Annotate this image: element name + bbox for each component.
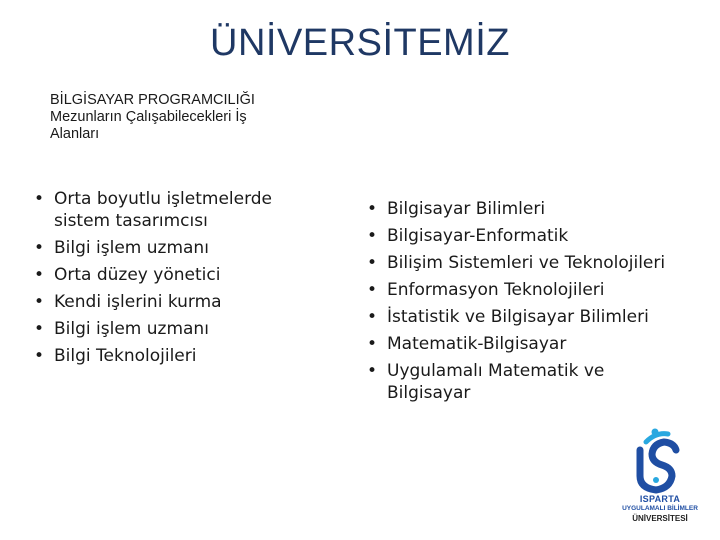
list-item: • Enformasyon Teknolojileri — [365, 279, 685, 301]
logo-name-line1: ISPARTA — [639, 494, 681, 504]
list-item: • Bilgisayar-Enformatik — [365, 225, 685, 247]
subtitle-text: Mezunların Çalışabilecekleri İş — [50, 109, 247, 125]
list-item: • Uygulamalı Matematik ve Bilgisayar — [365, 360, 685, 404]
logo-name-line2: UYGULAMALI BİLİMLER — [622, 505, 698, 512]
subtitle-text-cont: Alanları — [50, 126, 100, 142]
list-item: • Orta düzey yönetici — [32, 264, 332, 286]
list-item: • Bilgi işlem uzmanı — [32, 318, 332, 340]
list-item: • İstatistik ve Bilgisayar Bilimleri — [365, 306, 685, 328]
list-item: • Bilişim Sistemleri ve Teknolojileri — [365, 252, 685, 274]
list-item: • Bilgisayar Bilimleri — [365, 198, 685, 220]
list-item: • Matematik-Bilgisayar — [365, 333, 685, 355]
university-logo — [610, 428, 710, 536]
subtitle-department: BİLGİSAYAR PROGRAMCILIĞI — [50, 92, 255, 108]
list-item: • Orta boyutlu işletmelerde sistem tasarımcısı — [32, 188, 332, 232]
university-emblem-icon — [610, 428, 710, 494]
subtitle-block — [50, 92, 340, 143]
list-item: • Bilgi Teknolojileri — [32, 345, 332, 367]
logo-name-line3: ÜNİVERSİTESİ — [632, 514, 688, 523]
slide-title: ÜNİVERSİTEMİZ — [210, 22, 510, 64]
job-areas-list — [32, 188, 332, 372]
related-programs-list — [365, 198, 685, 409]
list-item: • Kendi işlerini kurma — [32, 291, 332, 313]
list-item: • Bilgi işlem uzmanı — [32, 237, 332, 259]
